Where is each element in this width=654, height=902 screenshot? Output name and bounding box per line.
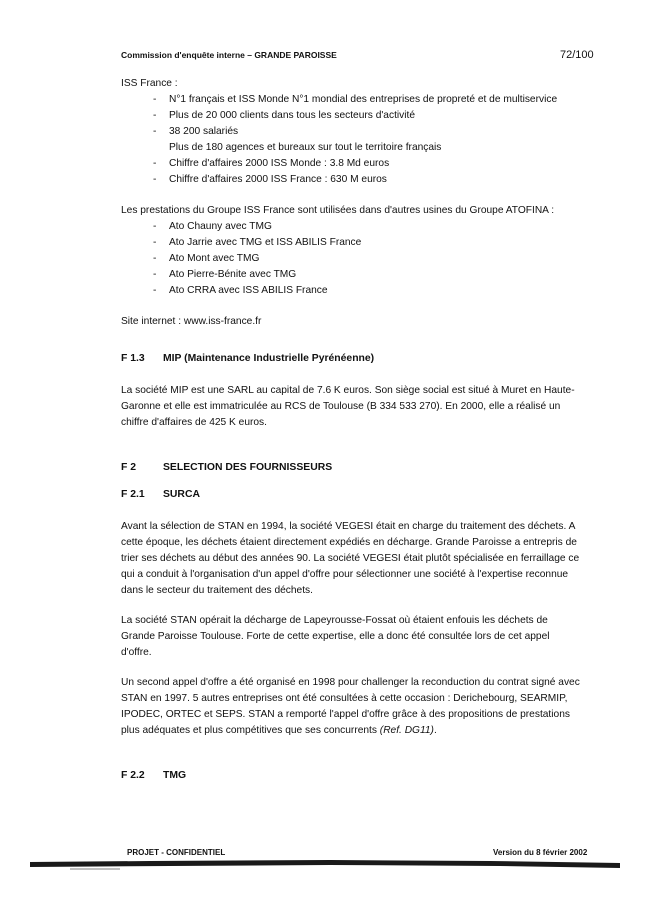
section-number: F 2 — [121, 462, 137, 473]
paragraph-line: La société STAN opérait la décharge de Lapeyrousse-Fossat où étaient enfouis les déchets de — [121, 615, 548, 626]
section-number: F 2.1 — [121, 489, 145, 500]
paragraph-line: STAN en 1997. 5 autres entreprises ont été consultées à cette occasion : Derichebourg, SEARMIP, — [121, 693, 568, 704]
paragraph-line: chiffre d'affaires de 425 K euros. — [121, 417, 267, 428]
paragraph-line: cette époque, les déchets étaient directement expédiés en décharge. Grande Paroisse a entrepris de — [121, 537, 577, 548]
document-page: Commission d'enquête interne – GRANDE PAROISSE 72/100 ISS France : - N°1 français et ISS Monde N°1 mondial des entreprises de propreté et de multiservice - Plus de 20 000 clients dans tous les secteurs d'activité - 38 200 salariés Plus de 180 agences et bureaux sur tout le territoire français - Chiffre d'affaires 2000 ISS Monde : 3.8 Md euros - Chiffre d'affaires 2000 ISS France : 630 M euros Les prestations du Groupe ISS France sont utilisées dans d'autres usines du Groupe ATOFINA : - Ato Chauny avec TMG - Ato Jarrie avec TMG et ISS ABILIS France - Ato Mont avec TMG - Ato Pierre-Bénite avec TMG - Ato CRRA avec ISS ABILIS France Site internet : www.iss-france.fr F 1.3 MIP (Maintenance Industrielle Pyrénéenne) La société MIP est une SARL au capital de 7.6 K euros. Son siège social est situé à Muret en Haute- Garonne et elle est immatriculée au RCS de Toulouse (B 334 533 270). En 2000, elle a réalisé un chiffre d'affaires de 425 K euros. F 2 SELECTION DES FOURNISSEURS F 2.1 SURCA Avant la sélection de STAN en 1994, la société VEGESI était en charge du traitement des déchets. A cette époque, les déchets étaient directement expédiés en décharge. Grande Paroisse a entrepris de trier ses déchets au début des années 90. La société VEGESI était plutôt spécialisée en ferraillage ce qui a conduit à l'organisation d'un appel d'offre pour sélectionner une société à l'expertise reconnue dans le secteur du traitement des déchets. La société STAN opérait la décharge de Lapeyrousse-Fossat où étaient enfouis les déchets de Grande Paroisse Toulouse. Forte de cette expertise, elle a donc été consultée lors de cet appel d'offre. Un second appel d'offre a été organisé en 1998 pour challenger la reconduction du contrat signé avec STAN en 1997. 5 autres entreprises ont été consultées à cette occasion : Derichebourg, SEARMIP, IPODEC, ORTEC et SEPS. STAN a remporté l'appel d'offre grâce à des propositions de prestations plus adéquates et plus compétitives que ses concurrents (Ref. DG11). F 2.2 TMG PROJET - CONFIDENTIEL Version du 8 février 2002 — [0, 0, 654, 902]
paragraph-line: qui a conduit à l'organisation d'un appel d'offre pour sélectionner une société à l'expertise reconnue — [121, 569, 569, 580]
section-title: SURCA — [163, 489, 200, 500]
section-number: F 2.2 — [121, 770, 145, 781]
scan-edge-bar — [30, 858, 620, 870]
paragraph-line: Un second appel d'offre a été organisé en 1998 pour challenger la reconduction du contrat signé avec — [121, 677, 580, 688]
paragraph-line: dans le secteur du traitement des déchets. — [121, 585, 313, 596]
section-title: MIP (Maintenance Industrielle Pyrénéenne) — [163, 353, 375, 364]
paragraph-line: La société MIP est une SARL au capital de 7.6 K euros. Son siège social est situé à Muret en Haute- — [121, 385, 575, 396]
website-line: Site internet : www.iss-france.fr — [121, 316, 262, 327]
paragraph-line: trier ses déchets au début des années 90. La société VEGESI était plutôt spécialisée en ferraillage ce — [121, 553, 580, 564]
paragraph-line: IPODEC, ORTEC et SEPS. STAN a remporté l'appel d'offre grâce à des propositions de prestations — [121, 709, 570, 720]
paragraph-line: Grande Paroisse Toulouse. Forte de cette expertise, elle a donc été consultée lors de cet appel — [121, 631, 550, 642]
section-title: SELECTION DES FOURNISSEURS — [163, 462, 333, 473]
paragraph-line: Garonne et elle est immatriculée au RCS de Toulouse (B 334 533 270). En 2000, elle a réalisé un — [121, 401, 561, 412]
paragraph-line: Avant la sélection de STAN en 1994, la société VEGESI était en charge du traitement des déchets. A — [121, 521, 576, 532]
footer-confidential: PROJET - CONFIDENTIEL — [127, 848, 226, 857]
list-subline: Plus de 180 agences et bureaux sur tout le territoire français — [169, 142, 442, 153]
paragraph-text: plus adéquates et plus compétitives que ses concurrents — [121, 725, 380, 736]
reference: (Ref. DG11) — [379, 725, 434, 736]
paragraph-line: d'offre. — [121, 647, 152, 658]
prestations-intro: Les prestations du Groupe ISS France sont utilisées dans d'autres usines du Groupe ATOFINA : — [121, 205, 555, 216]
section-title: TMG — [163, 770, 187, 781]
page-number: 72/100 — [560, 49, 594, 61]
header-title: Commission d'enquête interne – GRANDE PAROISSE — [121, 50, 337, 60]
iss-title: ISS France : — [121, 78, 178, 89]
paragraph-line — [121, 723, 591, 739]
section-number: F 1.3 — [121, 353, 145, 364]
footer-version: Version du 8 février 2002 — [493, 848, 588, 857]
paragraph-end: . — [433, 725, 437, 736]
